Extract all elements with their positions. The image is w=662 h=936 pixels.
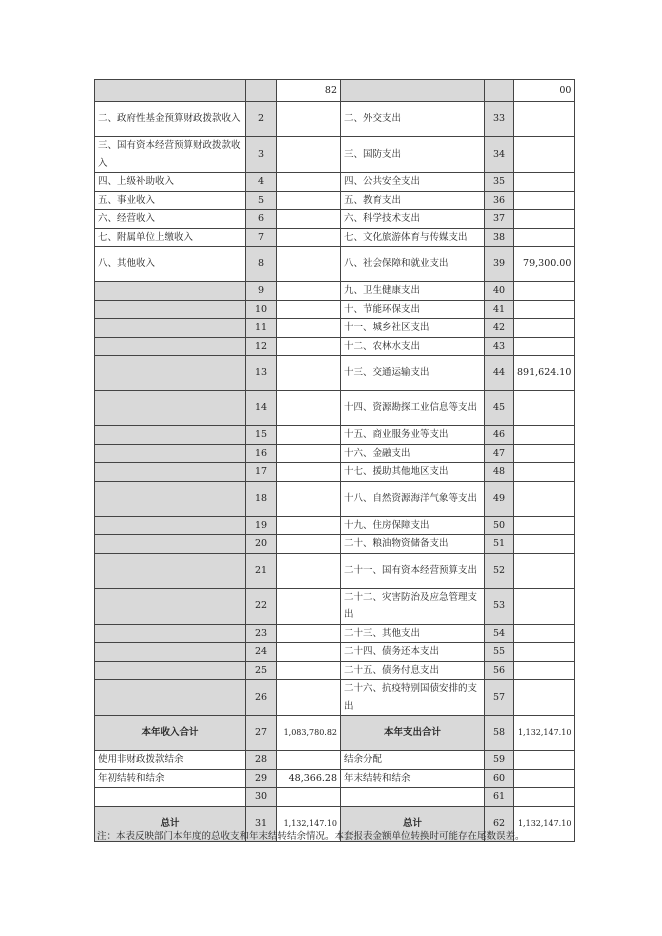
income-amount [277,751,341,770]
table-row [95,228,575,247]
expense-line-no: 45 [485,391,514,426]
income-line-no: 21 [246,553,277,588]
income-item: 使用非财政拨款结余 [95,751,246,770]
table-row [95,624,575,643]
expense-amount [514,102,575,137]
income-item [95,300,246,319]
expense-item: 十一、城乡社区支出 [341,319,485,338]
expense-line-no: 54 [485,624,514,643]
income-line-no: 2 [246,102,277,137]
income-item: 六、经营收入 [95,210,246,229]
expense-amount [514,751,575,770]
expense-amount [514,769,575,788]
expense-item: 本年支出合计 [341,716,485,751]
table-row [95,391,575,426]
expense-line-no: 58 [485,716,514,751]
income-amount [277,426,341,445]
expense-line-no: 42 [485,319,514,338]
income-amount [277,788,341,807]
income-line-no: 12 [246,337,277,356]
expense-amount [514,319,575,338]
income-amount [277,643,341,662]
income-amount [277,444,341,463]
expense-amount [514,137,575,173]
expense-item: 二十五、债务付息支出 [341,661,485,680]
income-amount [277,102,341,137]
expense-amount [514,391,575,426]
expense-line-no: 47 [485,444,514,463]
expense-amount [514,337,575,356]
table-row [95,356,575,391]
income-line-no: 18 [246,481,277,516]
expense-amount [514,481,575,516]
table-row [95,751,575,770]
expense-line-no: 36 [485,191,514,210]
income-line-no: 8 [246,247,277,282]
expense-item: 结余分配 [341,751,485,770]
income-amount [277,137,341,173]
income-line-no: 11 [246,319,277,338]
income-amount [277,228,341,247]
expense-item: 四、公共安全支出 [341,173,485,192]
income-item: 八、其他收入 [95,247,246,282]
expense-line-no: 59 [485,751,514,770]
table-body [95,80,575,842]
expense-amount [514,788,575,807]
table-row [95,553,575,588]
income-line-no: 23 [246,624,277,643]
income-line-no: 24 [246,643,277,662]
expense-line-no: 55 [485,643,514,662]
income-item: 年初结转和结余 [95,769,246,788]
table-row [95,282,575,301]
income-line-no: 28 [246,751,277,770]
income-amount [277,391,341,426]
income-amount [277,337,341,356]
table-row [95,516,575,535]
income-amount [277,282,341,301]
expense-amount [514,553,575,588]
expense-amount: 79,300.00 [514,247,575,282]
table-row [95,137,575,173]
table-row [95,535,575,554]
expense-item: 二十、粮油物资储备支出 [341,535,485,554]
income-item [95,516,246,535]
expense-line-no: 50 [485,516,514,535]
expense-line-no: 57 [485,680,514,716]
income-amount [277,300,341,319]
table-row [95,300,575,319]
expense-item: 七、文化旅游体育与传媒支出 [341,228,485,247]
income-amount [277,680,341,716]
income-amount [277,588,341,624]
expense-line-no: 35 [485,173,514,192]
expense-line-no: 44 [485,356,514,391]
expense-amount [514,535,575,554]
income-item [95,661,246,680]
expense-item: 十三、交通运输支出 [341,356,485,391]
income-item: 五、事业收入 [95,191,246,210]
income-line-no: 6 [246,210,277,229]
expense-item: 八、社会保障和就业支出 [341,247,485,282]
expense-amount [514,173,575,192]
income-amount: 82 [277,80,341,102]
expense-item [341,788,485,807]
expense-item: 十四、资源勘探工业信息等支出 [341,391,485,426]
income-line-no: 7 [246,228,277,247]
expense-item: 二十四、债务还本支出 [341,643,485,662]
expense-line-no: 46 [485,426,514,445]
income-line-no: 14 [246,391,277,426]
income-item [95,282,246,301]
income-line-no: 22 [246,588,277,624]
income-line-no: 25 [246,661,277,680]
expense-line-no: 37 [485,210,514,229]
table-row [95,80,575,102]
income-item [95,535,246,554]
expense-item: 二、外交支出 [341,102,485,137]
expense-line-no: 38 [485,228,514,247]
income-amount [277,516,341,535]
expense-item: 五、教育支出 [341,191,485,210]
income-item: 七、附属单位上缴收入 [95,228,246,247]
expense-item: 二十三、其他支出 [341,624,485,643]
table-footnote: 注：本表反映部门本年度的总收支和年末结转结余情况。本套报表金额单位转换时可能存在尾数误差。 [97,831,525,842]
income-amount [277,210,341,229]
income-item: 二、政府性基金预算财政拨款收入 [95,102,246,137]
expense-amount [514,588,575,624]
expense-item: 十九、住房保障支出 [341,516,485,535]
income-amount [277,553,341,588]
income-line-no: 3 [246,137,277,173]
table-row [95,788,575,807]
expense-item: 总计 [341,806,485,841]
income-amount [277,535,341,554]
income-item [95,680,246,716]
table-row [95,463,575,482]
expense-item: 九、卫生健康支出 [341,282,485,301]
table-row [95,661,575,680]
income-line-no: 4 [246,173,277,192]
expense-line-no: 56 [485,661,514,680]
income-line-no: 5 [246,191,277,210]
income-line-no: 15 [246,426,277,445]
table-row [95,191,575,210]
income-item [95,463,246,482]
expense-item: 十七、援助其他地区支出 [341,463,485,482]
income-amount [277,463,341,482]
expense-amount [514,210,575,229]
expense-line-no: 62 [485,806,514,841]
table-row [95,481,575,516]
expense-item: 二十一、国有资本经营预算支出 [341,553,485,588]
expense-line-no: 49 [485,481,514,516]
expense-amount [514,300,575,319]
income-item: 总计 [95,806,246,841]
income-line-no: 20 [246,535,277,554]
expense-item: 年末结转和结余 [341,769,485,788]
expense-amount [514,516,575,535]
expense-line-no: 43 [485,337,514,356]
income-line-no: 26 [246,680,277,716]
expense-amount [514,191,575,210]
expense-amount [514,463,575,482]
income-item [95,337,246,356]
income-amount [277,661,341,680]
expense-item: 二十二、灾害防治及应急管理支出 [341,588,485,624]
expense-line-no: 51 [485,535,514,554]
table-row [95,173,575,192]
income-item [95,481,246,516]
expense-amount: 00 [514,80,575,102]
income-item: 三、国有资本经营预算财政拨款收入 [95,137,246,173]
expense-item: 二十六、抗疫特别国债安排的支出 [341,680,485,716]
expense-item: 三、国防支出 [341,137,485,173]
income-item [95,426,246,445]
expense-line-no: 33 [485,102,514,137]
expense-amount [514,643,575,662]
income-amount [277,481,341,516]
expense-item: 六、科学技术支出 [341,210,485,229]
income-line-no: 30 [246,788,277,807]
income-item: 四、上级补助收入 [95,173,246,192]
expense-amount: 1,132,147.10 [514,716,575,751]
income-line-no: 17 [246,463,277,482]
expense-item: 十、节能环保支出 [341,300,485,319]
income-item [95,319,246,338]
income-item [95,80,246,102]
table-row [95,210,575,229]
income-line-no: 9 [246,282,277,301]
table-row [95,716,575,751]
income-line-no: 19 [246,516,277,535]
expense-item: 十二、农林水支出 [341,337,485,356]
income-amount [277,173,341,192]
income-line-no: 31 [246,806,277,841]
income-line-no: 16 [246,444,277,463]
expense-amount: 891,624.10 [514,356,575,391]
income-amount: 1,083,780.82 [277,716,341,751]
income-line-no [246,80,277,102]
expense-line-no: 60 [485,769,514,788]
income-item [95,553,246,588]
expense-amount [514,282,575,301]
expense-line-no: 61 [485,788,514,807]
income-amount [277,319,341,338]
expense-amount [514,624,575,643]
income-item [95,643,246,662]
income-item [95,444,246,463]
income-item [95,356,246,391]
income-amount: 48,366.28 [277,769,341,788]
expense-amount: 1,132,147.10 [514,806,575,841]
table-row [95,769,575,788]
expense-amount [514,680,575,716]
table-row [95,588,575,624]
expense-amount [514,661,575,680]
expense-item: 十八、自然资源海洋气象等支出 [341,481,485,516]
expense-item: 十六、金融支出 [341,444,485,463]
expense-amount [514,228,575,247]
expense-line-no [485,80,514,102]
income-item [95,624,246,643]
income-item: 本年收入合计 [95,716,246,751]
table-row [95,444,575,463]
income-amount: 1,132,147.10 [277,806,341,841]
expense-item [341,80,485,102]
income-item [95,391,246,426]
income-line-no: 27 [246,716,277,751]
table-row [95,102,575,137]
income-item [95,588,246,624]
expense-amount [514,426,575,445]
expense-line-no: 48 [485,463,514,482]
table-row [95,247,575,282]
income-line-no: 13 [246,356,277,391]
expense-item: 十五、商业服务业等支出 [341,426,485,445]
income-line-no: 10 [246,300,277,319]
expense-amount [514,444,575,463]
expense-line-no: 40 [485,282,514,301]
income-amount [277,247,341,282]
table-row [95,426,575,445]
table-row [95,337,575,356]
income-item [95,788,246,807]
table-row [95,643,575,662]
expense-line-no: 52 [485,553,514,588]
expense-line-no: 53 [485,588,514,624]
income-amount [277,624,341,643]
income-line-no: 29 [246,769,277,788]
income-amount [277,356,341,391]
income-amount [277,191,341,210]
income-expenditure-table [94,79,575,842]
table-row [95,319,575,338]
expense-line-no: 34 [485,137,514,173]
table-row [95,680,575,716]
expense-line-no: 41 [485,300,514,319]
expense-line-no: 39 [485,247,514,282]
